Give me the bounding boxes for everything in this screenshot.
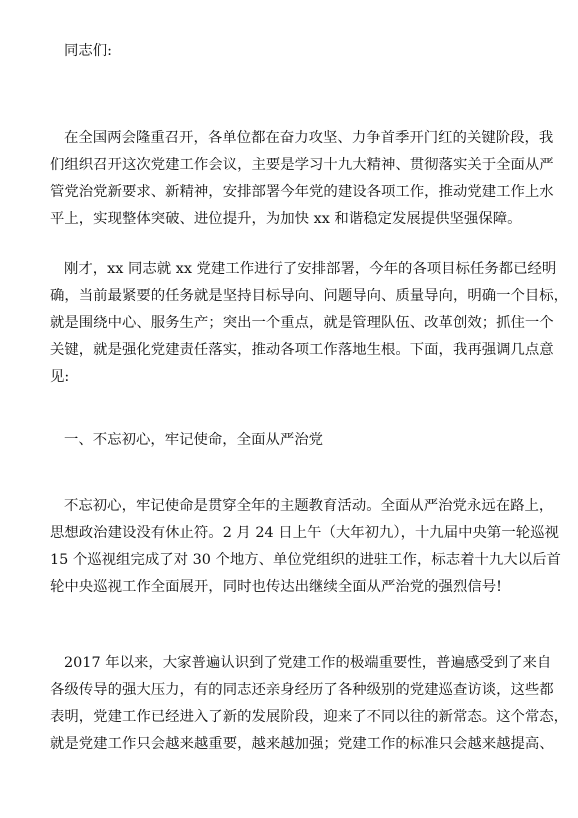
paragraph-3-line-2: 思想政治建设没有休止符。2 月 24 日上午（大年初九），十九届中央第一轮巡视 xyxy=(50,525,559,541)
paragraph-3-line-1: 不忘初心，牢记使命是贯穿全年的主题教育活动。全面从严治党永远在路上， xyxy=(64,498,554,514)
paragraph-1-line-4: 平上，实现整体突破、进位提升，为加快 xx 和谐稳定发展提供坚强保障。 xyxy=(50,211,522,227)
paragraph-4-line-2: 各级传导的强大压力，有的同志还亲身经历了各种级别的党建巡查访谈，这些都 xyxy=(50,682,554,698)
paragraph-3-line-3: 15 个巡视组完成了对 30 个地方、单位党组织的进驻工作，标志着十九大以后首 xyxy=(50,552,561,568)
paragraph-2-line-1: 刚才，xx 同志就 xx 党建工作进行了安排部署，今年的各项目标任务都已经明 xyxy=(64,261,557,277)
paragraph-4-line-4: 就是党建工作只会越来越重要，越来越加强；党建工作的标准只会越来越提高、 xyxy=(50,736,554,752)
section-heading-1-text: 一、不忘初心，牢记使命，全面从严治党 xyxy=(64,432,324,448)
paragraph-2-line-5: 见: xyxy=(50,369,70,385)
greeting xyxy=(50,38,550,65)
paragraph-1-line-1: 在全国两会隆重召开，各单位都在奋力攻坚、力争首季开门红的关键阶段，我 xyxy=(64,130,554,146)
paragraph-3 xyxy=(50,493,561,601)
paragraph-4-line-1: 2017 年以来，大家普遍认识到了党建工作的极端重要性，普遍感受到了来自 xyxy=(64,655,552,671)
paragraph-2-line-4: 关键，就是强化党建责任落实，推动各项工作落地生根。下面，我再强调几点意 xyxy=(50,342,554,358)
paragraph-2-line-2: 确，当前最紧要的任务就是坚持目标导向、问题导向、质量导向，明确一个目标， xyxy=(50,288,569,304)
section-heading-1 xyxy=(50,427,550,454)
greeting-text: 同志们: xyxy=(64,43,113,59)
paragraph-4-line-3: 表明，党建工作已经进入了新的发展阶段，迎来了不同以往的新常态。这个常态， xyxy=(50,709,569,725)
paragraph-1-line-2: 们组织召开这次党建工作会议，主要是学习十九大精神、贯彻落实关于全面从严 xyxy=(50,157,554,173)
paragraph-1-line-3: 管党治党新要求、新精神，安排部署今年党的建设各项工作，推动党建工作上水 xyxy=(50,184,554,200)
paragraph-3-line-4: 轮中央巡视工作全面展开，同时也传达出继续全面从严治党的强烈信号! xyxy=(50,579,502,595)
paragraph-1 xyxy=(50,125,554,233)
paragraph-2-line-3: 就是围绕中心、服务生产；突出一个重点，就是管理队伍、改革创效；抓住一个 xyxy=(50,315,554,331)
paragraph-2 xyxy=(50,256,569,391)
paragraph-4 xyxy=(50,650,569,758)
